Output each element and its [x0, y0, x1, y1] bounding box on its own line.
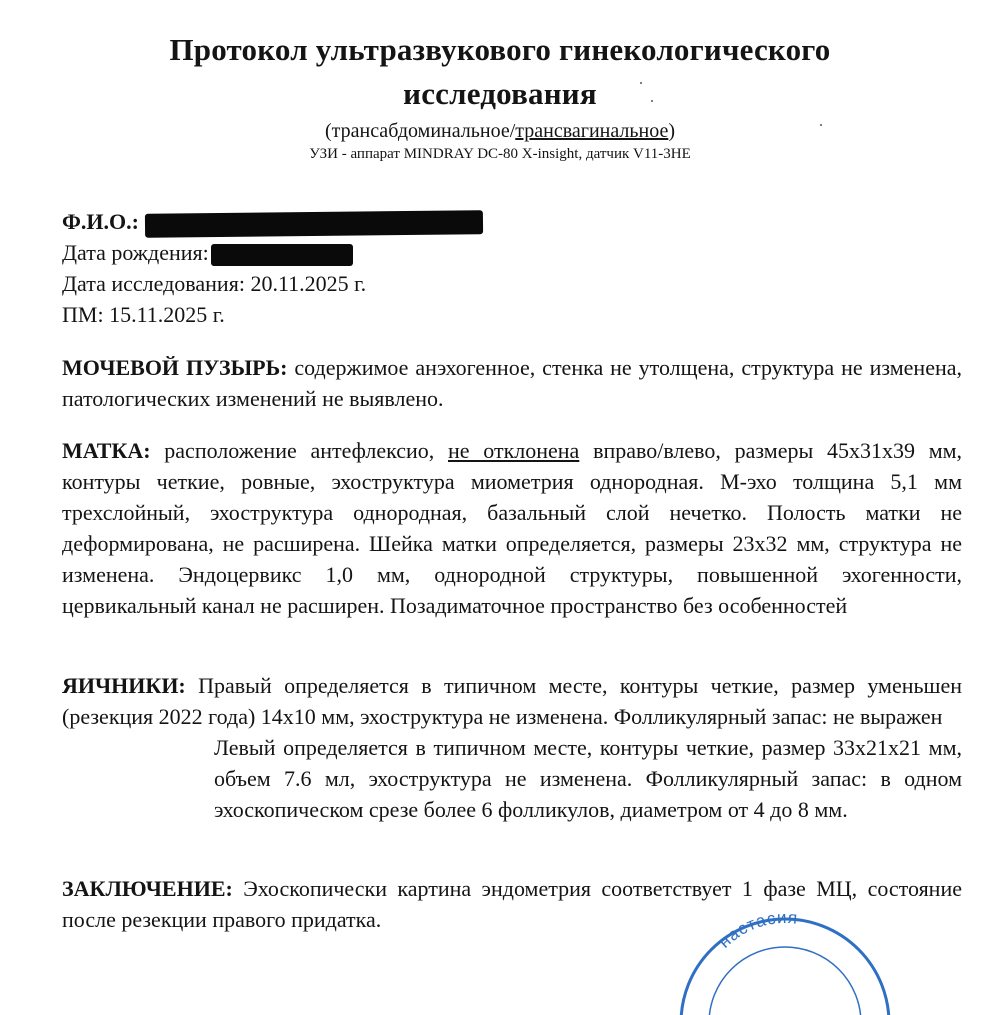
lmp-label: ПМ: — [62, 302, 104, 327]
scan-speck — [820, 124, 822, 126]
exam-type-open-paren: ( — [324, 120, 332, 142]
conclusion-heading: ЗАКЛЮЧЕНИЕ: — [62, 876, 233, 901]
stamp-text — [715, 908, 799, 952]
lmp-row — [62, 299, 483, 330]
exam-date-row — [62, 268, 483, 299]
right-ovary-text: Правый определяется в типичном месте, контуры четкие, размер уменьшен (резекция 2022 года) 14х10 мм, эхоструктура не изменена. Фолликулярный запас: не выражен — [62, 673, 963, 729]
name-redaction — [145, 210, 483, 238]
uterus-text-before: расположение антефлексио, — [164, 438, 435, 463]
exam-type-transabdominal: трансабдоминальное/ — [331, 120, 516, 142]
stamp-text-path: настасия — [714, 907, 800, 952]
title-line-1: Протокол ультразвукового гинекологического — [169, 32, 831, 67]
patient-name-row — [62, 206, 483, 237]
bladder-text: содержимое анэхогенное, стенка не утолщена, структура не изменена, патологических изменений не выявлено. — [62, 355, 962, 411]
doctor-stamp — [675, 905, 895, 1015]
dob-row — [62, 237, 483, 268]
title-line-2: исследования — [403, 76, 597, 111]
uterus-not-deviated: не отклонена — [448, 438, 580, 463]
exam-date-value: 20.11.2025 г. — [250, 271, 367, 296]
uterus-text-after: вправо/влево, размеры 45х31х39 мм, контуры четкие, ровные, эхоструктура миометрия однородная. М-эхо толщина 5,1 мм трехслойный, эхоструктура однородная, базальный слой нечетко. Полость матки не деформирована, не расширена. Шейка матки определяется, размеры 23х32 мм, структура не изменена. Эндоцервикс 1,0 мм, однородной структуры, повышенной эхогенности, цервикальный канал не расширен. Позадиматочное пространство без особенностей — [62, 438, 963, 618]
right-ovary-paragraph — [62, 670, 962, 732]
exam-date-label: Дата исследования: — [62, 271, 245, 296]
section-bladder — [62, 352, 962, 414]
section-uterus — [62, 435, 962, 621]
section-ovaries — [62, 670, 962, 825]
dob-label: Дата рождения: — [62, 240, 209, 265]
name-label: Ф.И.О.: — [62, 209, 139, 234]
exam-type-close-paren: ) — [668, 120, 676, 142]
ovaries-heading: ЯИЧНИКИ: — [62, 673, 186, 698]
scan-speck — [640, 82, 642, 84]
conclusion-text: Эхоскопически картина эндометрия соответствует 1 фазе МЦ, состояние после резекции правого придатка. — [62, 876, 962, 932]
bladder-heading: МОЧЕВОЙ ПУЗЫРЬ: — [62, 355, 288, 380]
device-info: УЗИ - аппарат MINDRAY DC-80 X-insight, датчик V11-3HE — [309, 146, 691, 162]
patient-info — [62, 206, 483, 330]
document-header — [0, 28, 1000, 164]
stamp-inner-ring — [709, 947, 861, 1015]
left-ovary-text: Левый определяется в типичном месте, контуры четкие, размер 33х21х21 мм, объем 7.6 мл, эхоструктура не изменена. Фолликулярный запас: в одном эхоскопическом срезе более 6 фолликулов, диаметром от 4 до 8 мм. — [214, 735, 962, 822]
scan-speck — [651, 100, 653, 102]
uterus-heading: МАТКА: — [62, 438, 151, 463]
lmp-value: 15.11.2025 г. — [109, 302, 225, 327]
dob-redaction — [211, 244, 353, 266]
exam-type — [0, 118, 1000, 144]
exam-type-transvaginal: трансвагинальное — [515, 120, 669, 142]
left-ovary-paragraph — [62, 732, 962, 825]
